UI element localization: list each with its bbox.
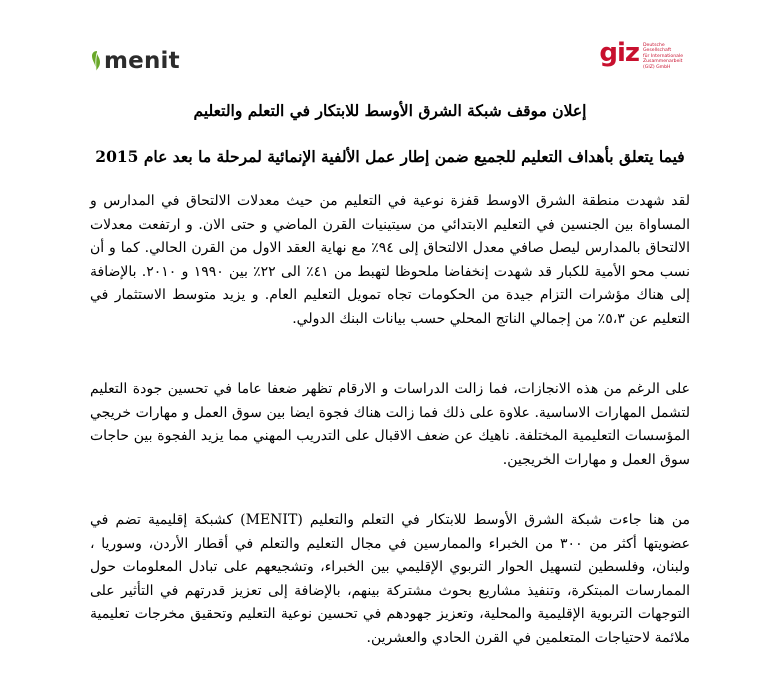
menit-logo (90, 48, 180, 74)
paragraph: من هنا جاءت شبكة الشرق الأوسط للابتكار في التعلم والتعليم (MENIT) كشبكة إقليمية تضم في عضويتها أكثر من ٣٠٠ من الخبراء والممارسين في مجال التعليم والتعلم في أقطار الأردن، وسوريا ، ولبنان، وفلسطين لتسهيل الحوار التربوي الإقليمي بين الخبراء، وتشجيعهم على تبادل المعلومات حول الممارسات المبتكرة، وتنفيذ مشاريع بحوث مشتركة بينهم، بالإضافة إلى تعزيز قدرتهم في التأثير على التوجهات التربوية الإقليمية والمحلية، وتعزيز جهودهم في تحسين نوعية التعليم وتحقيق مخرجات تعليمية ملائمة لاحتياجات المتعلمين في القرن الحادي والعشرين. (90, 512, 691, 646)
giz-tagline (643, 43, 691, 70)
paragraph: لقد شهدت منطقة الشرق الاوسط قفزة نوعية في التعليم من حيث معدلات الالتحاق في المدارس و المساواة بين الجنسين في التعليم الابتدائي من سيتينيات القرن الماضي و حتى الان. و ارتفعت معدلات الالتحاق بالمدارس ليصل صافي معدل الالتحاق إلى ٩٤٪ مع نهاية العقد الاول من القرن الحالي. كما و أن نسب محو الأمية للكبار قد شهدت إنخفاضا ملحوظا لتهبط من ٤١٪ الى ٢٢٪ بين ١٩٩٠ و ٢٠١٠. بالإضافة إلى هناك مؤشرات التزام جيدة من الحكومات تجاه تمويل التعليم العام. و يزيد متوسط الاستثمار في التعليم عن ٥،٣٪ من إجمالي الناتج المحلي حسب بيانات البنك الدولي. (90, 193, 690, 327)
giz-tagline-line: für Internationale (643, 53, 684, 59)
document-subtitle: فيما يتعلق بأهداف التعليم للجميع ضمن إطار عمل الألفية الإنمائية لمرحلة ما بعد عام 2015 (95, 147, 685, 166)
giz-tagline-line: Deutsche Gesellschaft (643, 43, 672, 54)
document-title: إعلان موقف شبكة الشرق الأوسط للابتكار في التعلم والتعليم (193, 101, 587, 120)
giz-logo-text: giz (599, 38, 639, 68)
leaf-icon (90, 50, 102, 72)
menit-logo-text: menit (104, 48, 180, 74)
giz-tagline-line: Zusammenarbeit (GIZ) GmbH (643, 59, 683, 70)
paragraph: على الرغم من هذه الانجازات، فما زالت الدراسات و الارقام تظهر ضعفا عاما في تحسين جودة التعليم لتشمل المهارات الاساسية. علاوة على ذلك فما زالت هناك فجوة ايضا بين سوق العمل و مهارات خريجي المؤسسات التعليمية المختلفة. ناهيك عن ضعف الاقبال على التدريب المهني مما يزيد الفجوة بين حاجات سوق العمل و مهارات الخريجين. (90, 381, 690, 468)
giz-logo (599, 40, 691, 70)
